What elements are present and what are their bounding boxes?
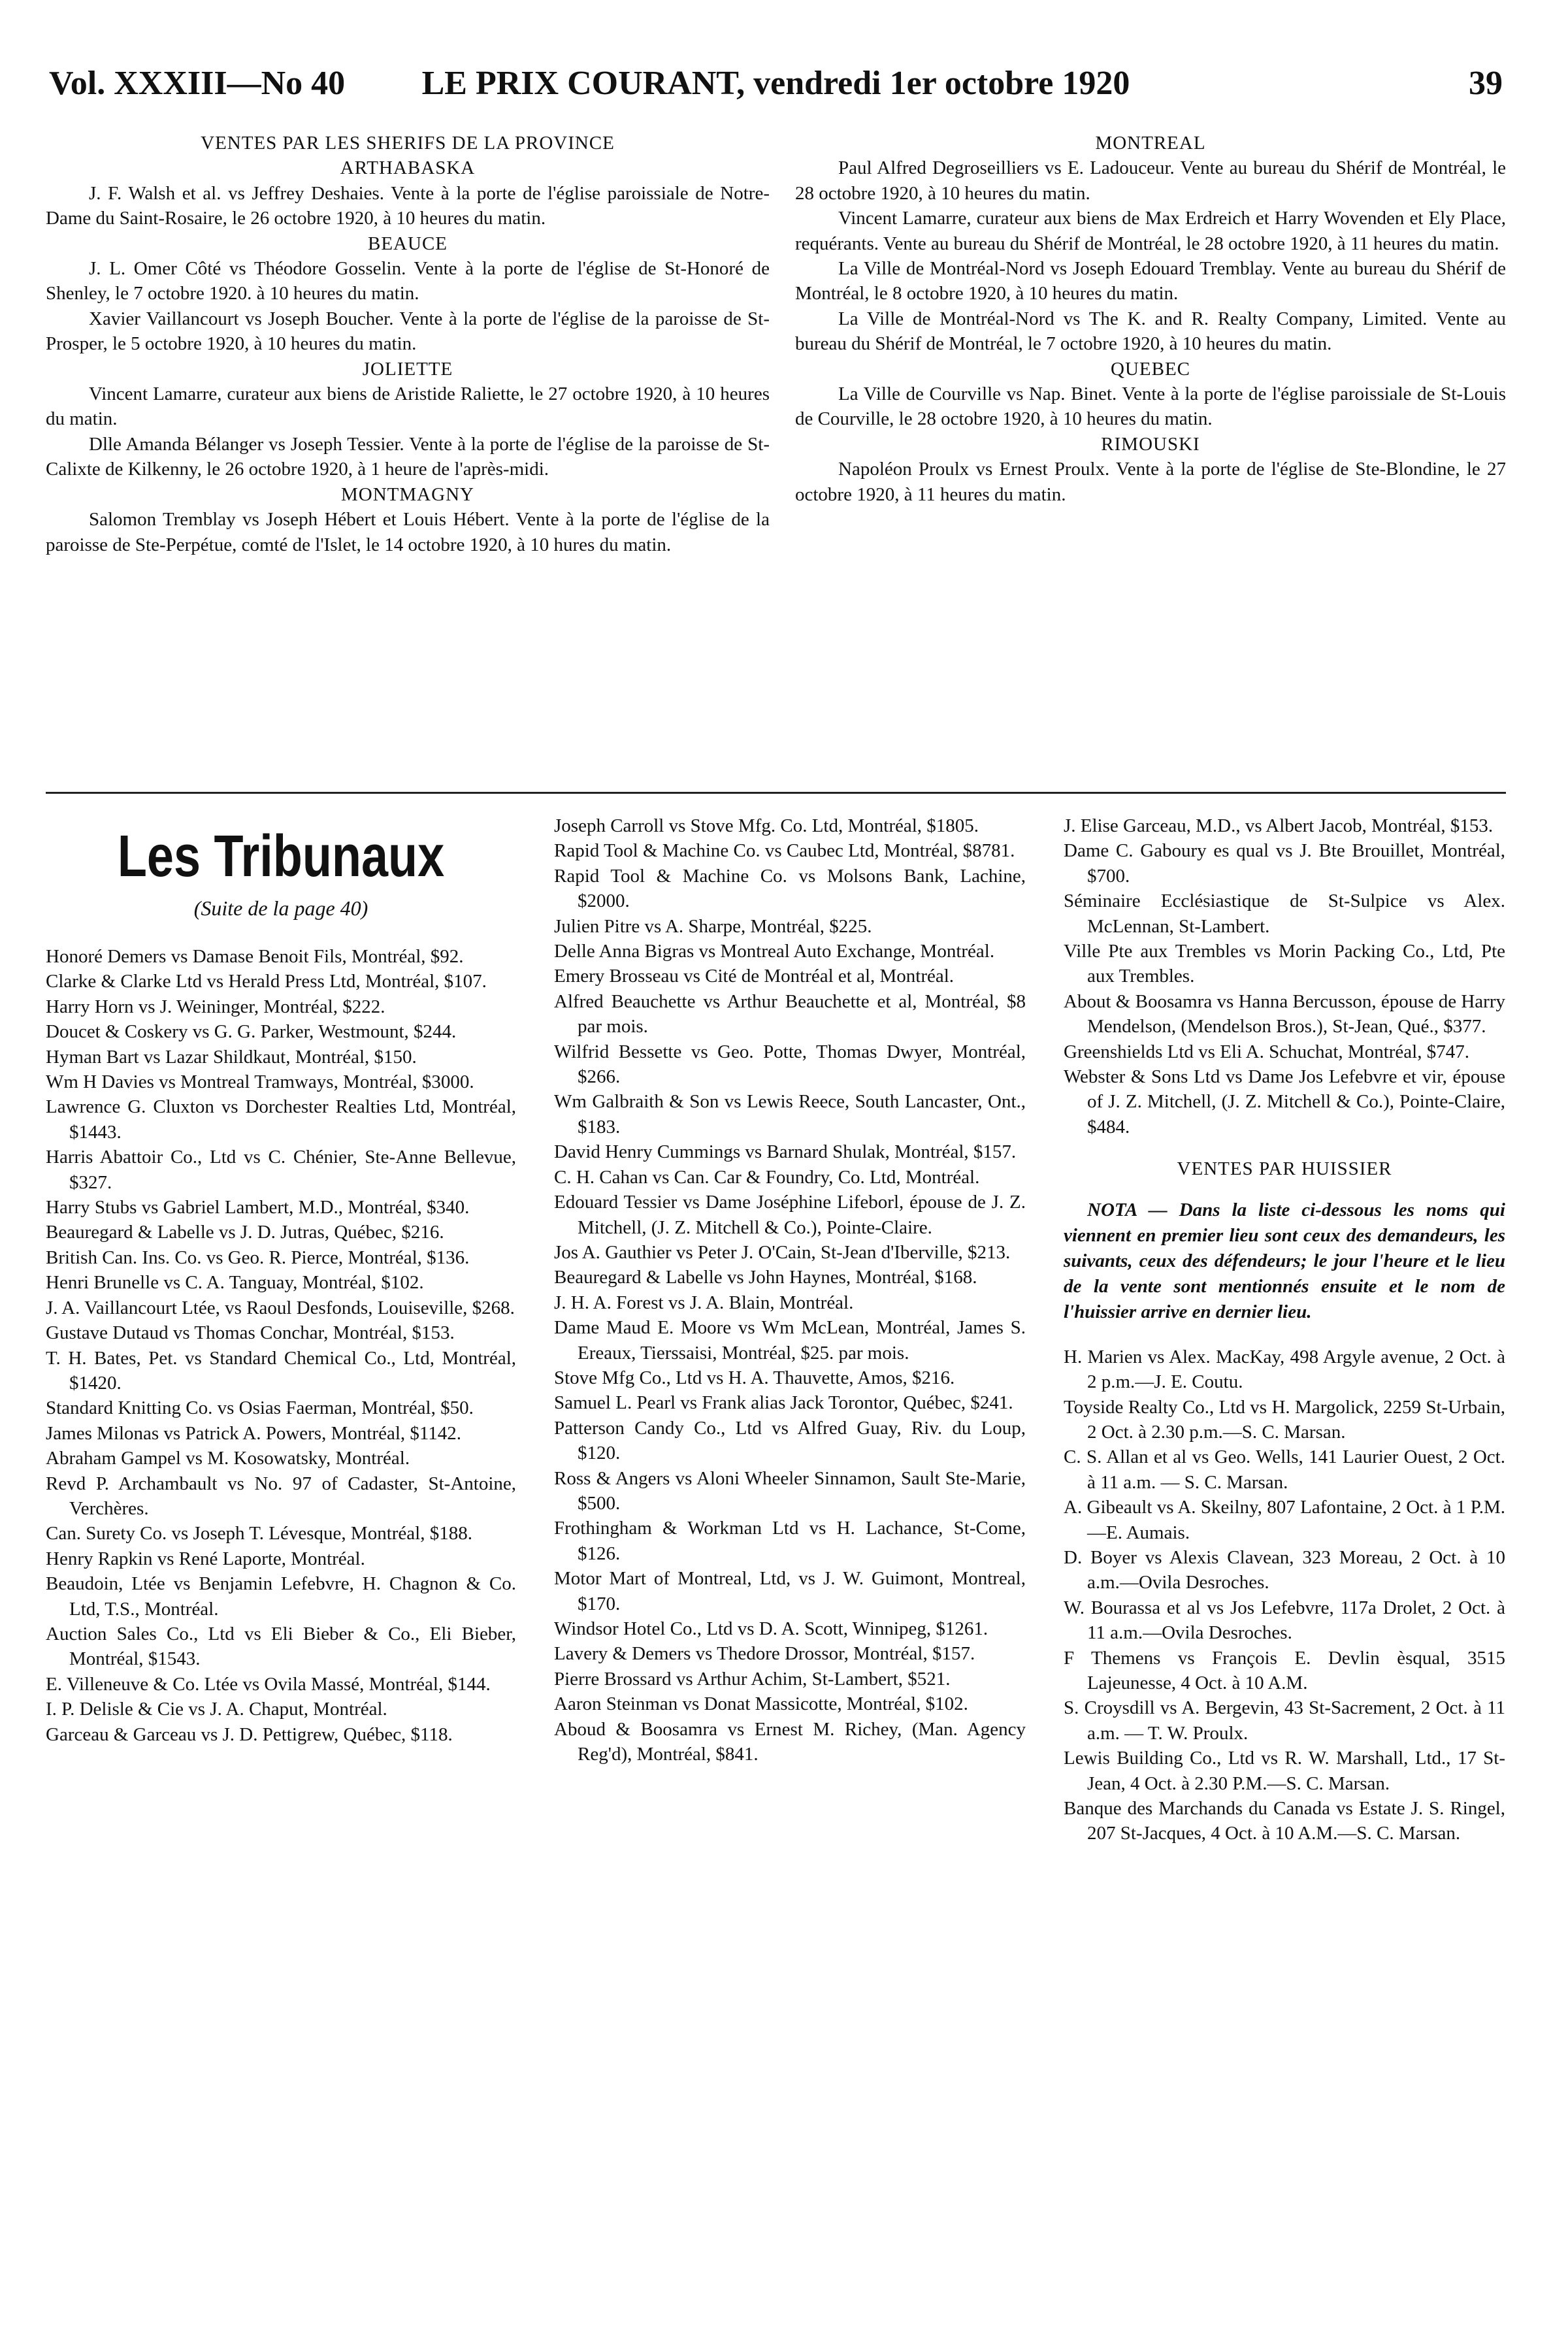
sale-entry: La Ville de Montréal-Nord vs The K. and R. Realty Company, Limited. Vente au bureau du Shérif de Montréal, le 7 octobre 1920, à 10 heures du matin. [795, 308, 1506, 355]
court-case-entry: Beauregard & Labelle vs John Haynes, Montréal, $168. [554, 1267, 977, 1288]
district-heading: ARTHABASKA [340, 157, 476, 179]
court-case-entry: E. Villeneuve & Co. Ltée vs Ovila Massé, Montréal, $144. [46, 1673, 491, 1695]
sale-entry: Salomon Tremblay vs Joseph Hébert et Louis Hébert. Vente à la porte de l'église de la paroisse de Ste-Perpétue, comté de l'Islet, le 14 octobre 1920, à 10 hures du matin. [46, 509, 770, 555]
district-heading: MONTREAL [1095, 133, 1206, 154]
bailiff-sale-entry: A. Gibeault vs A. Skeilny, 807 Lafontaine, 2 Oct. à 1 P.M.—E. Aumais. [1064, 1497, 1505, 1543]
publication-title: LE PRIX COURANT, vendredi 1er octobre 1920 [421, 65, 1130, 102]
court-case-entry: Greenshields Ltd vs Eli A. Schuchat, Montréal, $747. [1064, 1041, 1469, 1062]
sale-entry: J. L. Omer Côté vs Théodore Gosselin. Vente à la porte de l'église de St-Honoré de Shenley, le 7 octobre 1920. à 10 heures du matin. [46, 258, 770, 304]
court-case-entry: Frothingham & Workman Ltd vs H. Lachance, St-Come, $126. [554, 1518, 1026, 1564]
court-case-entry: Auction Sales Co., Ltd vs Eli Bieber & Co., Eli Bieber, Montréal, $1543. [46, 1623, 516, 1670]
court-case-entry: Hyman Bart vs Lazar Shildkaut, Montréal, $150. [46, 1046, 417, 1068]
sale-entry: Napoléon Proulx vs Ernest Proulx. Vente à la porte de l'église de Ste-Blondine, le 27 octobre 1920, à 11 heures du matin. [795, 459, 1506, 505]
court-case-entry: Gustave Dutaud vs Thomas Conchar, Montréal, $153. [46, 1322, 455, 1344]
court-case-entry: Delle Anna Bigras vs Montreal Auto Exchange, Montréal. [554, 941, 995, 962]
page-header [49, 61, 1503, 106]
court-case-entry: Wilfrid Bessette vs Geo. Potte, Thomas Dwyer, Montréal, $266. [554, 1041, 1026, 1088]
section-heading: VENTES PAR LES SHERIFS DE LA PROVINCE [201, 133, 615, 154]
district-heading: RIMOUSKI [1101, 433, 1200, 455]
court-case-entry: Rapid Tool & Machine Co. vs Molsons Bank, Lachine, $2000. [554, 865, 1026, 912]
page-number: 39 [1469, 65, 1503, 102]
court-case-entry: I. P. Delisle & Cie vs J. A. Chaput, Montréal. [46, 1699, 387, 1720]
court-case-entry: Windsor Hotel Co., Ltd vs D. A. Scott, Winnipeg, $1261. [554, 1618, 988, 1639]
bailiff-sale-entry: C. S. Allan et al vs Geo. Wells, 141 Laurier Ouest, 2 Oct. à 11 a.m. — S. C. Marsan. [1064, 1446, 1505, 1493]
court-case-entry: David Henry Cummings vs Barnard Shulak, Montréal, $157. [554, 1141, 1017, 1163]
tribunaux-subtitle: (Suite de la page 40) [193, 896, 368, 920]
court-case-entry: Wm H Davies vs Montreal Tramways, Montréal, $3000. [46, 1071, 474, 1093]
court-case-entry: Lavery & Demers vs Thedore Drossor, Montréal, $157. [554, 1643, 975, 1665]
bailiff-sale-entry: H. Marien vs Alex. MacKay, 498 Argyle avenue, 2 Oct. à 2 p.m.—J. E. Coutu. [1064, 1346, 1505, 1393]
court-case-entry: Wm Galbraith & Son vs Lewis Reece, South Lancaster, Ont., $183. [554, 1091, 1026, 1137]
sale-entry: Xavier Vaillancourt vs Joseph Boucher. Vente à la porte de l'église de la paroisse de St-Prosper, le 5 octobre 1920, à 10 heures du matin. [46, 308, 770, 355]
sale-entry: Paul Alfred Degroseilliers vs E. Ladouceur. Vente au bureau du Shérif de Montréal, le 28 octobre 1920, à 10 heures du matin. [795, 157, 1506, 204]
court-case-entry: Emery Brosseau vs Cité de Montréal et al, Montréal. [554, 966, 955, 987]
court-case-entry: Séminaire Ecclésiastique de St-Sulpice vs Alex. McLennan, St-Lambert. [1064, 890, 1505, 937]
court-case-entry: Harry Horn vs J. Weininger, Montréal, $222. [46, 996, 385, 1017]
court-case-entry: Dame Maud E. Moore vs Wm McLean, Montréal, James S. Ereaux, Tierssaisi, Montréal, $25. par mois. [554, 1317, 1026, 1363]
court-case-entry: Aaron Steinman vs Donat Massicotte, Montréal, $102. [554, 1693, 968, 1715]
court-case-entry: J. Elise Garceau, M.D., vs Albert Jacob, Montréal, $153. [1064, 815, 1494, 836]
court-case-entry: Doucet & Coskery vs G. G. Parker, Westmount, $244. [46, 1021, 457, 1043]
court-case-entry: Ville Pte aux Trembles vs Morin Packing Co., Ltd, Pte aux Trembles. [1064, 941, 1505, 987]
sale-entry: La Ville de Montréal-Nord vs Joseph Edouard Tremblay. Vente au bureau du Shérif de Montréal, le 8 octobre 1920, à 10 heures du matin. [795, 258, 1506, 304]
court-case-entry: Edouard Tessier vs Dame Joséphine Lifeborl, épouse de J. Z. Mitchell, (J. Z. Mitchell & Co.), Pointe-Claire. [554, 1192, 1026, 1238]
court-case-entry: J. A. Vaillancourt Ltée, vs Raoul Desfonds, Louiseville, $268. [46, 1297, 515, 1318]
bailiff-sale-entry: Banque des Marchands du Canada vs Estate J. S. Ringel, 207 St-Jacques, 4 Oct. à 10 A.M.—S. C. Marsan. [1064, 1798, 1505, 1844]
court-case-entry: Joseph Carroll vs Stove Mfg. Co. Ltd, Montréal, $1805. [554, 815, 979, 836]
bailiff-sale-entry: W. Bourassa et al vs Jos Lefebvre, 117a Drolet, 2 Oct. à 11 a.m.—Ovila Desroches. [1064, 1597, 1505, 1644]
court-case-entry: Webster & Sons Ltd vs Dame Jos Lefebvre et vir, épouse of J. Z. Mitchell, (J. Z. Mitchell & Co.), Pointe-Claire, $484. [1064, 1066, 1505, 1137]
court-case-entry: James Milonas vs Patrick A. Powers, Montréal, $1142. [46, 1422, 462, 1444]
court-case-entry: Beauregard & Labelle vs J. D. Jutras, Québec, $216. [46, 1222, 444, 1243]
tribunaux-column-3 [1064, 813, 1505, 1846]
bailiff-sale-entry: D. Boyer vs Alexis Clavean, 323 Moreau, 2 Oct. à 10 a.m.—Ovila Desroches. [1064, 1546, 1505, 1593]
court-case-entry: T. H. Bates, Pet. vs Standard Chemical Co., Ltd, Montréal, $1420. [46, 1347, 516, 1394]
court-case-entry: Rapid Tool & Machine Co. vs Caubec Ltd, Montréal, $8781. [554, 840, 1015, 862]
volume-number: Vol. XXXIII—No 40 [49, 65, 346, 102]
court-case-entry: Can. Surety Co. vs Joseph T. Lévesque, Montréal, $188. [46, 1523, 472, 1544]
court-case-entry: Harry Stubs vs Gabriel Lambert, M.D., Montréal, $340. [46, 1197, 470, 1218]
court-case-entry: Henri Brunelle vs C. A. Tanguay, Montréal, $102. [46, 1272, 424, 1294]
court-case-entry: Ross & Angers vs Aloni Wheeler Sinnamon, Sault Ste-Marie, $500. [554, 1467, 1026, 1514]
bailiff-sales-note: NOTA — Dans la liste ci-dessous les noms qui viennent en premier lieu sont ceux des demandeurs, les suivants, ceux des défendeurs; le jour l'heure et le lieu de la vente sont mentionnés ensuite et le nom de l'huissier arrive en dernier lieu. [1064, 1199, 1505, 1322]
section-divider [46, 792, 1506, 794]
court-case-entry: Clarke & Clarke Ltd vs Herald Press Ltd, Montréal, $107. [46, 971, 487, 992]
bailiff-sales-heading: VENTES PAR HUISSIER [1177, 1158, 1392, 1180]
district-heading: MONTMAGNY [341, 483, 474, 505]
court-case-entry: Stove Mfg Co., Ltd vs H. A. Thauvette, Amos, $216. [554, 1367, 955, 1388]
court-case-entry: Patterson Candy Co., Ltd vs Alfred Guay, Riv. du Loup, $120. [554, 1417, 1026, 1464]
court-case-entry: Standard Knitting Co. vs Osias Faerman, Montréal, $50. [46, 1397, 474, 1419]
tribunaux-column-2 [554, 813, 1026, 1767]
court-case-entry: C. H. Cahan vs Can. Car & Foundry, Co. Ltd, Montréal. [554, 1166, 980, 1188]
sheriff-sales-left-column [46, 131, 770, 557]
court-case-entry: Beaudoin, Ltée vs Benjamin Lefebvre, H. Chagnon & Co. Ltd, T.S., Montréal. [46, 1573, 516, 1620]
bailiff-sale-entry: Toyside Realty Co., Ltd vs H. Margolick, 2259 St-Urbain, 2 Oct. à 2.30 p.m.—S. C. Marsan. [1064, 1396, 1505, 1443]
tribunaux-title: Les Tribunaux [117, 824, 445, 889]
tribunaux-column-1 [46, 813, 516, 1747]
court-case-entry: Henry Rapkin vs René Laporte, Montréal. [46, 1548, 365, 1569]
court-case-entry: Abraham Gampel vs M. Kosowatsky, Montréal. [46, 1448, 410, 1469]
court-case-entry: Aboud & Boosamra vs Ernest M. Richey, (Man. Agency Reg'd), Montréal, $841. [554, 1718, 1026, 1765]
court-case-entry: Revd P. Archambault vs No. 97 of Cadaster, St-Antoine, Verchères. [46, 1473, 516, 1519]
sale-entry: J. F. Walsh et al. vs Jeffrey Deshaies. Vente à la porte de l'église paroissiale de Notre-Dame du Saint-Rosaire, le 26 octobre 1920, à 10 heures du matin. [46, 182, 770, 229]
sheriff-sales-right-column [795, 131, 1506, 507]
sale-entry: La Ville de Courville vs Nap. Binet. Vente à la porte de l'église paroissiale de St-Louis de Courville, le 28 octobre 1920, à 10 heures du matin. [795, 384, 1506, 430]
court-case-entry: Samuel L. Pearl vs Frank alias Jack Torontor, Québec, $241. [554, 1392, 1013, 1414]
sale-entry: Vincent Lamarre, curateur aux biens de Max Erdreich et Harry Wovenden et Ely Place, requérants. Vente au bureau du Shérif de Montréal, le 28 octobre 1920, à 11 heures du matin. [795, 208, 1506, 254]
court-case-entry: Jos A. Gauthier vs Peter J. O'Cain, St-Jean d'Iberville, $213. [554, 1241, 1011, 1263]
court-case-entry: British Can. Ins. Co. vs Geo. R. Pierce, Montréal, $136. [46, 1247, 470, 1268]
bailiff-sale-entry: S. Croysdill vs A. Bergevin, 43 St-Sacrement, 2 Oct. à 11 a.m. — T. W. Proulx. [1064, 1697, 1505, 1744]
sale-entry: Dlle Amanda Bélanger vs Joseph Tessier. Vente à la porte de l'église de la paroisse de St-Calixte de Kilkenny, le 26 octobre 1920, à 1 heure de l'après-midi. [46, 433, 770, 480]
district-heading: JOLIETTE [362, 358, 453, 380]
district-heading: QUEBEC [1111, 358, 1190, 380]
court-case-entry: Harris Abattoir Co., Ltd vs C. Chénier, Ste-Anne Bellevue, $327. [46, 1147, 516, 1193]
court-case-entry: Pierre Brossard vs Arthur Achim, St-Lambert, $521. [554, 1668, 951, 1690]
court-case-entry: Garceau & Garceau vs J. D. Pettigrew, Québec, $118. [46, 1723, 453, 1745]
court-case-entry: Honoré Demers vs Damase Benoit Fils, Montréal, $92. [46, 946, 464, 967]
sale-entry: Vincent Lamarre, curateur aux biens de Aristide Raliette, le 27 octobre 1920, à 10 heures du matin. [46, 384, 770, 430]
court-case-entry: Alfred Beauchette vs Arthur Beauchette et al, Montréal, $8 par mois. [554, 990, 1026, 1037]
court-case-entry: Lawrence G. Cluxton vs Dorchester Realties Ltd, Montréal, $1443. [46, 1096, 516, 1143]
court-case-entry: J. H. A. Forest vs J. A. Blain, Montréal. [554, 1292, 854, 1313]
court-case-entry: Julien Pitre vs A. Sharpe, Montréal, $225. [554, 915, 872, 937]
court-case-entry: Dame C. Gaboury es qual vs J. Bte Brouillet, Montréal, $700. [1064, 840, 1505, 887]
court-case-entry: Motor Mart of Montreal, Ltd, vs J. W. Guimont, Montreal, $170. [554, 1568, 1026, 1614]
court-case-entry: About & Boosamra vs Hanna Bercusson, épouse de Harry Mendelson, (Mendelson Bros.), St-Jean, Qué., $377. [1064, 990, 1505, 1037]
district-heading: BEAUCE [368, 233, 448, 254]
bailiff-sale-entry: F Themens vs François E. Devlin èsqual, 3515 Lajeunesse, 4 Oct. à 10 A.M. [1064, 1647, 1505, 1693]
bailiff-sale-entry: Lewis Building Co., Ltd vs R. W. Marshall, Ltd., 17 St-Jean, 4 Oct. à 2.30 P.M.—S. C. Marsan. [1064, 1748, 1505, 1794]
